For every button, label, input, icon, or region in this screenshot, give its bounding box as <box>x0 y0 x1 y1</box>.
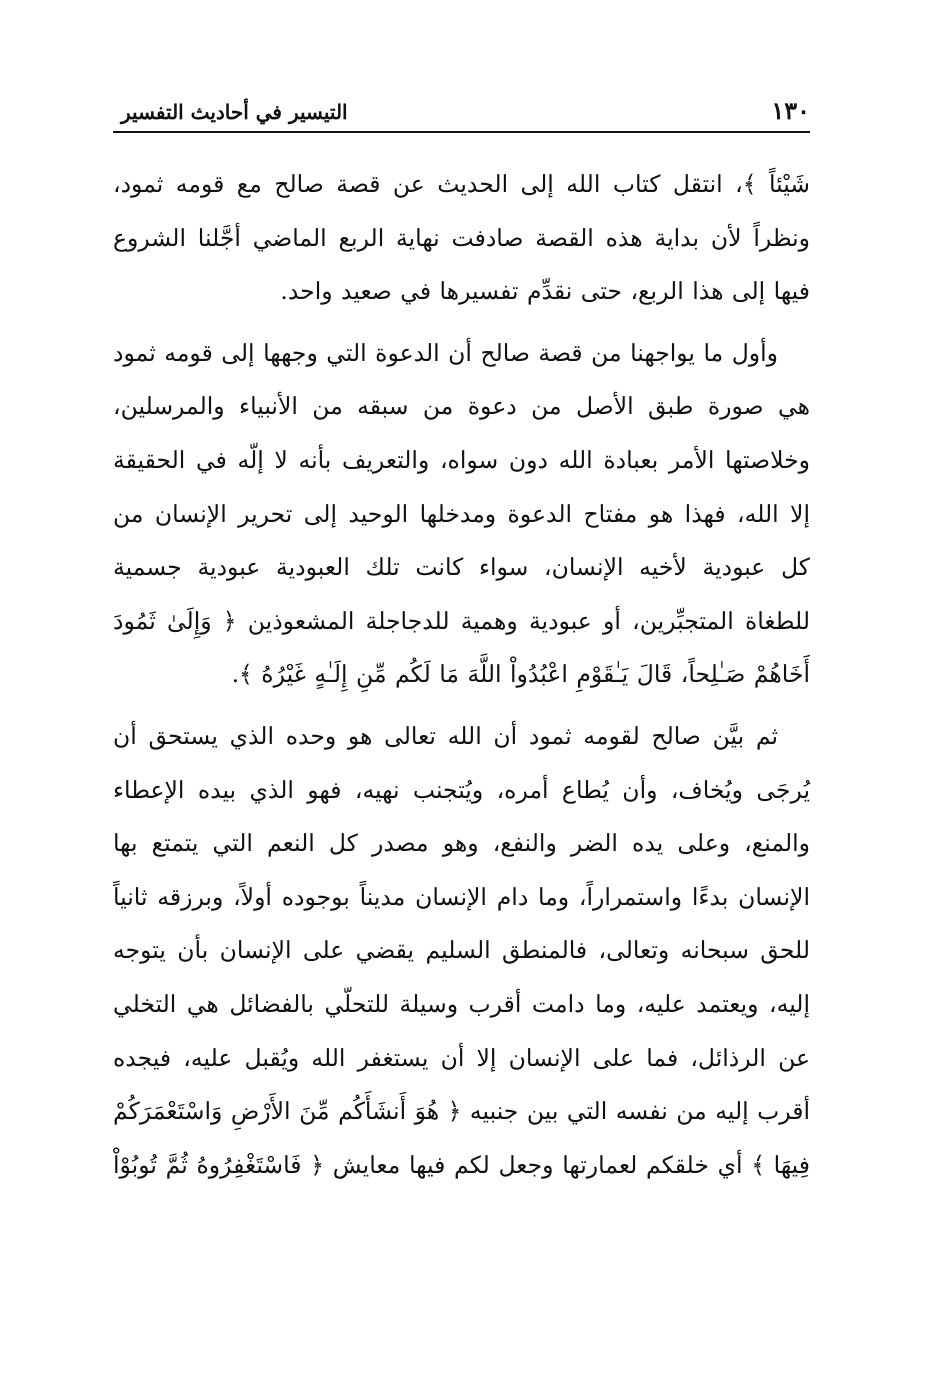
paragraph-3: ثم بيَّن صالح لقومه ثمود أن الله تعالى هو وحده الذي يستحق أن يُرجَى ويُخاف، وأن يُطاع أمره، ويُتجنب نهيه، فهو الذي بيده الإعطاء والمنع، وعلى يده الضر والنفع، وهو مصدر كل النعم التي يتمتع بها الإنسان بدءًا واستمراراً، وما دام الإنسان مديناً بوجوده أولاً، وبرزقه ثانياً للحق سبحانه وتعالى، فالمنطق السليم يقضي على الإنسان بأن يتوجه إليه، ويعتمد عليه، وما دامت أقرب وسيلة للتحلّي بالفضائل هي التخلي عن الرذائل، فما على الإنسان إلا أن يستغفر الله ويُقبل عليه، فيجده أقرب إليه من نفسه التي بين جنبيه ﴿ هُوَ أَنشَأَكُم مِّنَ الأَرْضِ وَاسْتَعْمَرَكُمْ فِيهَا ﴾ أي خلقكم لعمارتها وجعل لكم فيها معايش ﴿ فَاسْتَغْفِرُوهُ ثُمَّ تُوبُوْاْ <box>113 721 811 1179</box>
body-text <box>113 158 810 1200</box>
paragraph-1: شَيْئاً ﴾، انتقل كتاب الله إلى الحديث عن قصة صالح مع قومه ثمود، ونظراً لأن بداية هذه القصة صادفت نهاية الربع الماضي أجَّلنا الشروع فيها إلى هذا الربع، حتى نقدِّم تفسيرها في صعيد واحد. <box>113 170 810 306</box>
paragraph-2: وأول ما يواجهنا من قصة صالح أن الدعوة التي وجهها إلى قومه ثمود هي صورة طبق الأصل من دعوة من سبقه من الأنبياء والمرسلين، وخلاصتها الأمر بعبادة الله دون سواه، والتعريف بأنه لا إلّه في الحقيقة إلا الله، فهذا هو مفتاح الدعوة ومدخلها الوحيد إلى تحرير الإنسان من كل عبودية لأخيه الإنسان، سواء كانت تلك العبودية عبودية جسمية للطغاة المتجبِّرين، أو عبودية وهمية للدجاجلة المشعوذين ﴿ وَإِلَىٰ ثَمُودَ أَخَاهُمْ صَـٰلِحاً، قَالَ يَـٰقَوْمِ اعْبُدُواْ اللَّهَ مَا لَكُم مِّنِ إِلَـٰهٍ غَيْرُهُ ﴾. <box>113 338 810 689</box>
header-divider <box>113 131 810 133</box>
page-number: ١٣٠ <box>771 96 810 125</box>
running-title: التيسير في أحاديث التفسير <box>121 100 348 124</box>
page-header <box>113 92 810 132</box>
